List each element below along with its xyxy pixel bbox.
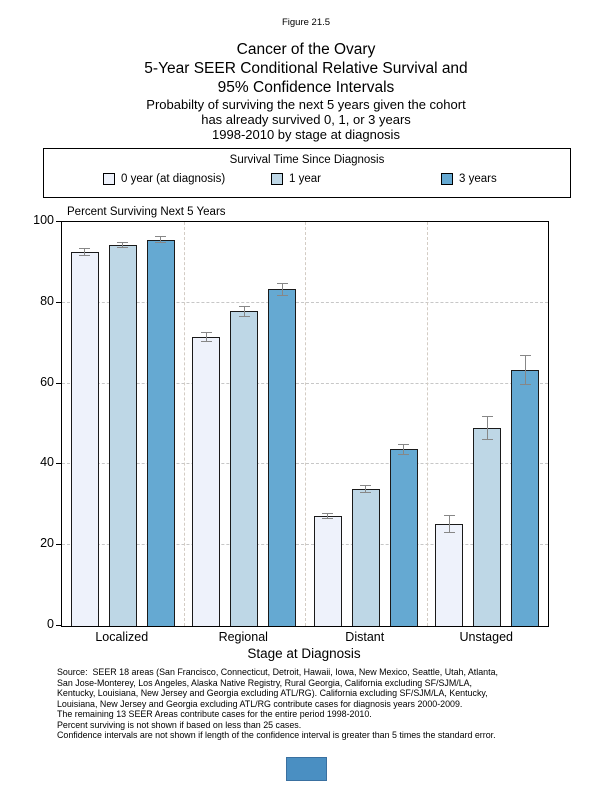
error-bar-line xyxy=(84,249,85,255)
source-footnote xyxy=(57,667,498,741)
error-bar-regional-0-year-at-diagnosis xyxy=(201,332,212,343)
y-tick-mark-40 xyxy=(56,463,61,464)
error-bar-line xyxy=(122,243,123,247)
bar-distant-3-years xyxy=(390,449,418,626)
footnote-line-1: Source: SEER 18 areas (San Francisco, Connecticut, Detroit, Hawaii, Iowa, New Mexico, Seattle, Utah, Atlanta, xyxy=(57,667,498,677)
y-tick-label-100: 100 xyxy=(33,213,54,227)
legend-title: Survival Time Since Diagnosis xyxy=(229,154,385,166)
error-bar-line xyxy=(365,486,366,492)
bar-unstaged-3-years xyxy=(511,370,539,626)
footnote-line-6: Percent surviving is not shown if based on less than 25 cases. xyxy=(57,719,302,730)
chart-title-line-1: Cancer of the Ovary xyxy=(236,41,376,58)
error-bar-localized-0-year-at-diagnosis xyxy=(79,248,90,256)
error-bar-unstaged-1-year xyxy=(482,416,493,440)
footnote-line-4: Louisiana, New Jersey and Georgia excluding ATL/RG contribute cases for diagnosis years 2000-2009. xyxy=(57,698,463,709)
y-tick-mark-0 xyxy=(56,625,61,626)
error-bar-distant-3-years xyxy=(398,444,409,455)
legend-entry-1-year xyxy=(271,173,321,185)
bar-regional-0-year-at-diagnosis xyxy=(192,337,220,626)
bar-distant-1-year xyxy=(352,489,380,626)
bar-group-regional xyxy=(184,222,306,626)
bar-distant-0-year-at-diagnosis xyxy=(314,516,342,626)
chart-subtitle-line-2: has already survived 0, 1, or 3 years xyxy=(201,112,411,127)
chart-title-line-2: 5-Year SEER Conditional Relative Survival and xyxy=(144,60,468,77)
bar-regional-1-year xyxy=(230,311,258,626)
bar-unstaged-0-year-at-diagnosis xyxy=(435,524,463,626)
legend-label: 1 year xyxy=(289,173,321,185)
error-bar-line xyxy=(206,333,207,342)
y-tick-mark-100 xyxy=(56,221,61,222)
footnote-line-7: Confidence intervals are not shown if length of the confidence interval is greater than 5 times the standard error. xyxy=(57,730,496,740)
y-tick-mark-80 xyxy=(56,302,61,303)
legend-entry-0-year-at-diagnosis xyxy=(103,173,225,185)
error-bar-regional-3-years xyxy=(277,283,288,295)
x-tick-label-regional: Regional xyxy=(218,630,268,644)
legend-swatch-icon-3-years xyxy=(441,173,453,185)
footnote-line-3: Kentucky, Louisiana, New Jersey and Georgia excluding ATL/RG). California excluding SF/SJM/LA, Kentucky, xyxy=(57,688,488,698)
error-bar-distant-0-year-at-diagnosis xyxy=(322,513,333,519)
footnote-line-5: The remaining 13 SEER Areas contribute cases for the entire period 1998-2010. xyxy=(57,709,372,719)
legend-swatch-icon-1-year xyxy=(271,173,283,185)
y-axis-description-label: Percent Surviving Next 5 Years xyxy=(67,206,226,218)
chart-subtitle-line-1: Probabilty of surviving the next 5 years given the cohort xyxy=(146,97,466,112)
y-tick-mark-20 xyxy=(56,544,61,545)
x-tick-label-localized: Localized xyxy=(95,630,149,644)
error-bar-localized-3-years xyxy=(155,236,166,243)
legend-box xyxy=(43,148,571,198)
x-tick-label-unstaged: Unstaged xyxy=(459,630,513,644)
error-bar-line xyxy=(487,417,488,439)
bar-regional-3-years xyxy=(268,289,296,626)
chart-subtitle-line-3: 1998-2010 by stage at diagnosis xyxy=(212,127,400,142)
bar-unstaged-1-year xyxy=(473,428,501,626)
x-axis-title: Stage at Diagnosis xyxy=(247,646,361,661)
x-tick-label-distant: Distant xyxy=(345,630,385,644)
chart-title-line-3: 95% Confidence Intervals xyxy=(217,79,395,96)
error-bar-distant-1-year xyxy=(360,485,371,493)
y-tick-label-60: 60 xyxy=(40,374,54,389)
y-tick-label-40: 40 xyxy=(40,455,54,470)
figure-number-label: Figure 21.5 xyxy=(281,17,331,28)
error-bar-unstaged-0-year-at-diagnosis xyxy=(444,515,455,534)
error-bar-line xyxy=(282,284,283,294)
legend-swatch-icon-0-year-at-diagnosis xyxy=(103,173,115,185)
footnote-line-2: San Jose-Monterey, Los Angeles, Alaska Native Registry, Rural Georgia, California excluding SF/SJM/LA, xyxy=(57,677,473,688)
error-bar-line xyxy=(244,307,245,316)
legend-label: 0 year (at diagnosis) xyxy=(121,173,226,185)
plot-area xyxy=(61,221,549,627)
bar-localized-0-year-at-diagnosis xyxy=(71,252,99,626)
y-tick-mark-60 xyxy=(56,383,61,384)
error-bar-line xyxy=(327,514,328,518)
nav-button[interactable] xyxy=(286,757,327,781)
bar-group-localized xyxy=(62,222,184,626)
legend-label: 3 years xyxy=(459,173,497,185)
error-bar-line xyxy=(449,516,450,533)
error-bar-unstaged-3-years xyxy=(520,355,531,386)
y-tick-label-20: 20 xyxy=(40,536,54,551)
bar-localized-3-years xyxy=(147,240,175,626)
y-tick-label-0: 0 xyxy=(47,617,54,631)
error-bar-regional-1-year xyxy=(239,306,250,317)
bar-group-distant xyxy=(305,222,427,626)
bar-group-unstaged xyxy=(427,222,549,626)
error-bar-line xyxy=(403,445,404,454)
legend-entry-3-years xyxy=(441,173,497,185)
bar-localized-1-year xyxy=(109,245,137,626)
error-bar-localized-1-year xyxy=(117,242,128,248)
error-bar-line xyxy=(525,356,526,385)
error-bar-line xyxy=(160,237,161,242)
y-tick-label-80: 80 xyxy=(40,293,54,308)
